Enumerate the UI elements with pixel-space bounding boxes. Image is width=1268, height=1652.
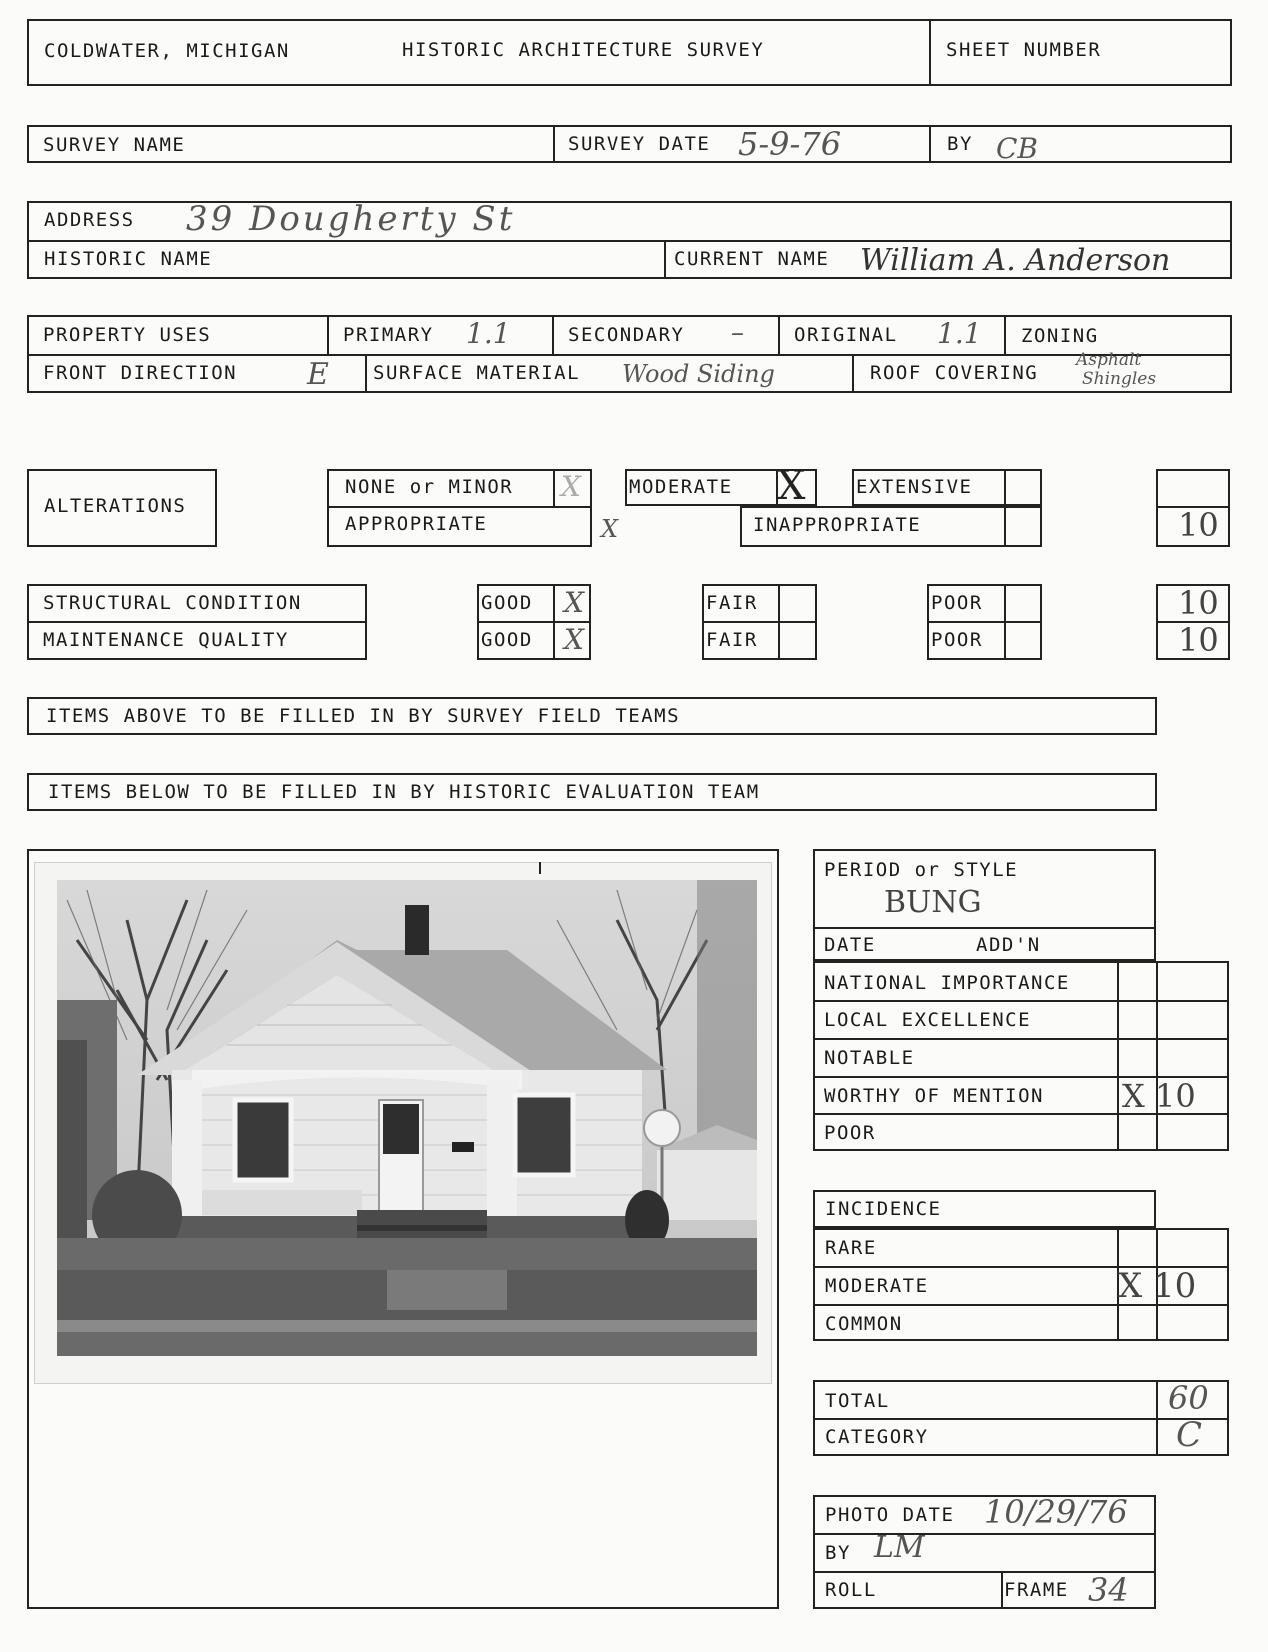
category-label: CATEGORY (825, 1426, 929, 1448)
address-label: ADDRESS (44, 209, 135, 231)
maintenance-poor-label: POOR (931, 629, 983, 651)
address-divider (664, 240, 666, 279)
photo-info-row-1 (813, 1533, 1156, 1535)
survey-date-value: 5-9-76 (738, 125, 842, 163)
structural-fair-label: FAIR (706, 592, 758, 614)
none-minor-mark: X (561, 470, 581, 503)
worthy-value: X 10 (1122, 1077, 1196, 1115)
zoning-label: ZONING (1021, 325, 1099, 347)
alterations-label: ALTERATIONS (44, 495, 187, 517)
front-direction-label: FRONT DIRECTION (43, 362, 238, 384)
roll-label: ROLL (825, 1579, 877, 1601)
frame-value: 34 (1088, 1571, 1129, 1609)
surface-material-label: SURFACE MATERIAL (373, 362, 581, 384)
incidence-label: INCIDENCE (825, 1198, 942, 1220)
moderate-label: MODERATE (629, 476, 733, 498)
primary-label: PRIMARY (343, 324, 434, 346)
maintenance-score: 10 (1178, 621, 1219, 659)
photo-info-frame-divider (1001, 1571, 1003, 1609)
total-label: TOTAL (825, 1390, 890, 1412)
period-divider (813, 927, 1156, 929)
common-label: COMMON (825, 1313, 903, 1335)
current-name-value: William A. Anderson (860, 243, 1171, 278)
house-photo (57, 880, 757, 1356)
property-divider-4 (1004, 315, 1006, 354)
incidence-moderate-label: MODERATE (825, 1275, 929, 1297)
survey-name-label: SURVEY NAME (43, 134, 186, 156)
period-value: BUNG (884, 885, 982, 920)
historic-name-label: HISTORIC NAME (44, 248, 213, 270)
property-divider-2 (552, 315, 554, 354)
front-direction-value: E (307, 357, 329, 392)
period-label: PERIOD or STYLE (824, 859, 1019, 881)
property-divider-5 (365, 354, 367, 393)
maintenance-quality-label: MAINTENANCE QUALITY (43, 629, 289, 651)
importance-check-divider (1117, 961, 1119, 1151)
incidence-moderate-value: X 10 (1118, 1266, 1197, 1306)
property-divider-1 (327, 315, 329, 354)
category-value: C (1176, 1415, 1203, 1455)
photo-by-value: LM (874, 1530, 925, 1565)
structural-poor-label: POOR (931, 592, 983, 614)
inappropriate-label: INAPPROPRIATE (753, 514, 922, 536)
primary-value: 1.1 (466, 317, 511, 350)
appropriate-label: APPROPRIATE (345, 513, 488, 535)
structural-good-label: GOOD (481, 592, 533, 614)
poor-row-divider (927, 621, 1042, 623)
original-label: ORIGINAL (794, 324, 898, 346)
totals-divider (813, 1418, 1229, 1420)
structural-score: 10 (1178, 584, 1219, 622)
property-divider-6 (852, 354, 854, 393)
survey-by-label: BY (947, 133, 973, 155)
addn-label: ADD'N (976, 934, 1041, 956)
property-divider-3 (778, 315, 780, 354)
survey-date-label: SURVEY DATE (568, 133, 711, 155)
form-title: HISTORIC ARCHITECTURE SURVEY (402, 39, 765, 61)
roof-covering-value-2: Shingles (1082, 369, 1157, 389)
property-row-divider (27, 354, 1232, 356)
total-value: 60 (1168, 1379, 1209, 1417)
header-divider (929, 19, 931, 86)
fair-row-divider (702, 621, 817, 623)
importance-score-divider (1156, 961, 1158, 1151)
evaluation-poor-label: POOR (824, 1122, 876, 1144)
photo-tick-mark (539, 862, 541, 874)
local-excellence-label: LOCAL EXCELLENCE (824, 1009, 1032, 1031)
moderate-mark: X (777, 463, 806, 509)
importance-row-1 (813, 1000, 1229, 1002)
house-photo-drawing (57, 880, 757, 1356)
sheet-number-label: SHEET NUMBER (946, 39, 1102, 61)
original-value: 1.1 (937, 317, 982, 350)
rare-label: RARE (825, 1237, 877, 1259)
poor-check-divider (1004, 584, 1006, 660)
city-label: COLDWATER, MICHIGAN (44, 40, 290, 62)
survey-divider-2 (929, 125, 931, 163)
totals-score-divider (1156, 1380, 1158, 1456)
address-row-divider (27, 240, 1232, 242)
none-minor-label: NONE or MINOR (345, 476, 514, 498)
maintenance-good-label: GOOD (481, 629, 533, 651)
national-importance-label: NATIONAL IMPORTANCE (824, 972, 1070, 994)
maintenance-fair-label: FAIR (706, 629, 758, 651)
note-above: ITEMS ABOVE TO BE FILLED IN BY SURVEY FIELD TEAMS (46, 705, 681, 727)
secondary-value: – (731, 318, 744, 348)
photo-date-label: PHOTO DATE (825, 1504, 955, 1526)
address-value: 39 Dougherty St (186, 199, 516, 239)
current-name-label: CURRENT NAME (674, 248, 830, 270)
frame-label: FRAME (1004, 1579, 1069, 1601)
good-check-divider (553, 584, 555, 660)
structural-good-mark: X (564, 586, 584, 619)
fair-check-divider (778, 584, 780, 660)
importance-row-2 (813, 1038, 1229, 1040)
note-below: ITEMS BELOW TO BE FILLED IN BY HISTORIC EVALUATION TEAM (48, 781, 760, 803)
extensive-label: EXTENSIVE (856, 476, 973, 498)
photo-date-value: 10/29/76 (984, 1493, 1128, 1531)
worthy-label: WORTHY OF MENTION (824, 1085, 1044, 1107)
survey-by-value: CB (996, 132, 1038, 165)
survey-divider-1 (553, 125, 555, 163)
date-label: DATE (824, 934, 876, 956)
photo-by-label: BY (825, 1542, 851, 1564)
property-uses-label: PROPERTY USES (43, 324, 212, 346)
roof-covering-label: ROOF COVERING (870, 362, 1039, 384)
alterations-row-divider-left (327, 506, 592, 508)
roof-covering-value-1: Asphalt (1076, 350, 1142, 370)
maintenance-good-mark: X (564, 623, 584, 656)
condition-row-divider (27, 621, 367, 623)
secondary-label: SECONDARY (568, 324, 685, 346)
none-minor-check-divider (553, 469, 555, 506)
alterations-score: 10 (1178, 506, 1219, 544)
notable-label: NOTABLE (824, 1047, 915, 1069)
surface-material-value: Wood Siding (622, 360, 775, 388)
structural-condition-label: STRUCTURAL CONDITION (43, 592, 302, 614)
appropriate-mark: X (601, 515, 619, 543)
